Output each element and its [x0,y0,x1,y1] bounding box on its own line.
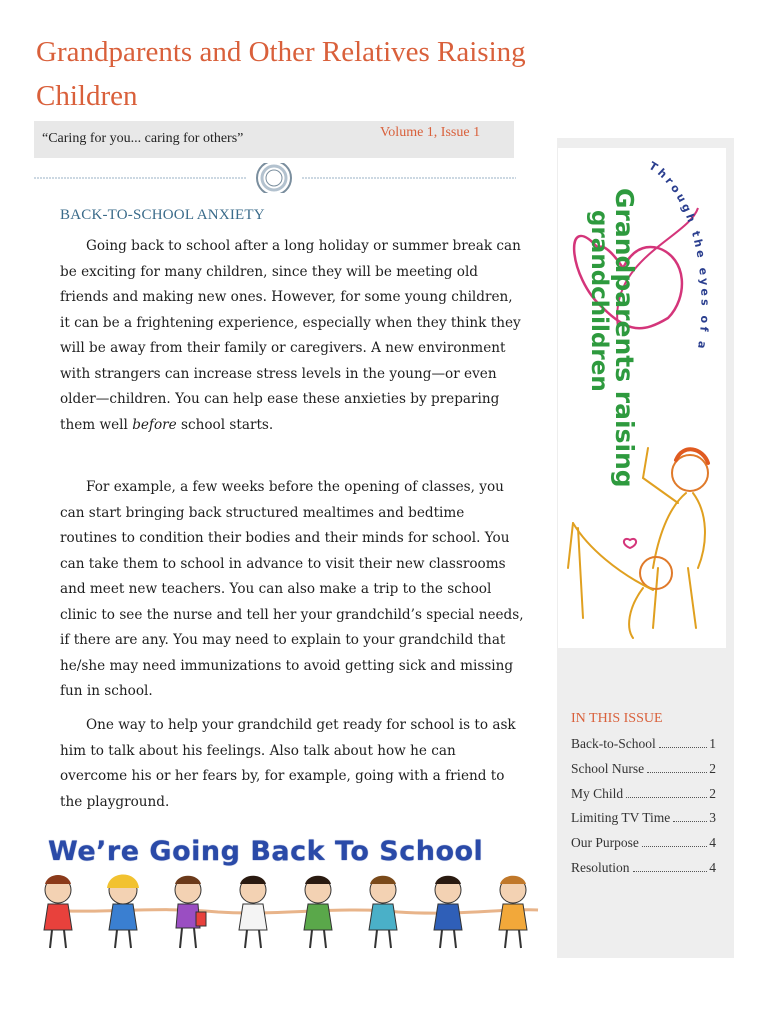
in-this-issue-heading: IN THIS ISSUE [571,711,663,726]
emphasis-before: before [132,416,177,433]
toc-page: 2 [709,760,716,776]
article-paragraph-2: For example, a few weeks before the opening of classes, you can start bringing back structured mealtimes and bedtime routines to condition their bodies and their minds for school. You can take them to school in advance to visit their new classrooms and meet new teachers. You can also make a trip to the school clinic to see the nurse and tell her your grandchild’s special needs, if there are any. You may need to explain to your grandchild that he/she may need immunizations to avoid getting sick and missing fun in school. [60,479,524,699]
toc-label: Our Purpose [571,835,639,851]
toc-label: Resolution [571,859,630,875]
newsletter-title: Grandparents and Other Relatives Raising Children [36,36,526,112]
table-of-contents [571,736,716,885]
toc-page: 4 [709,835,716,851]
paragraph-1-end: school starts. [181,416,274,433]
logo-line-1: Grandparents raising [610,188,639,488]
toc-item[interactable] [571,736,716,761]
toc-label: My Child [571,785,624,801]
logo-arc-text: Through the eyes of a [646,159,712,353]
article-paragraph-1 [60,234,524,438]
article-paragraph-3: One way to help your grandchild get ready for school is to ask him to talk about his feelings. Also talk about how he can overcome his or her fears by, for example, going with a friend to the playground. [60,717,516,810]
children-holding-hands-icon [38,870,544,950]
toc-item[interactable] [571,835,716,860]
grandparents-logo-icon [558,148,726,648]
logo-panel [558,148,726,648]
tagline-bar [34,121,514,158]
back-to-school-banner-title: We’re Going Back To School [48,836,484,867]
toc-label: Back-to-School [571,736,656,751]
toc-item[interactable] [571,810,716,835]
volume-issue: Volume 1, Issue 1 [380,125,481,140]
toc-page: 3 [709,810,716,826]
toc-item[interactable] [571,786,716,811]
toc-label: School Nurse [571,760,645,776]
toc-item[interactable] [571,860,716,885]
logo-line-2: grandchildren [586,210,612,392]
divider-ornament-icon [34,163,516,193]
paragraph-1-text: Going back to school after a long holiday or summer break can be exciting for many children, since they will be meeting old friends and making new ones. However, for some young children, it can be a frightening experience, especially when they think they will be away from their family or caregivers. A new environment with strangers can increase stress levels in the young—or even older—children. You can help ease these anxieties by preparing them well [60,238,521,433]
toc-page: 1 [709,736,716,751]
toc-page: 2 [709,785,716,801]
toc-page: 4 [709,859,716,875]
tagline: “Caring for you... caring for others” [42,131,244,146]
toc-item[interactable] [571,761,716,786]
article-heading: BACK-TO-SCHOOL ANXIETY [60,207,265,223]
toc-label: Limiting TV Time [571,810,671,826]
